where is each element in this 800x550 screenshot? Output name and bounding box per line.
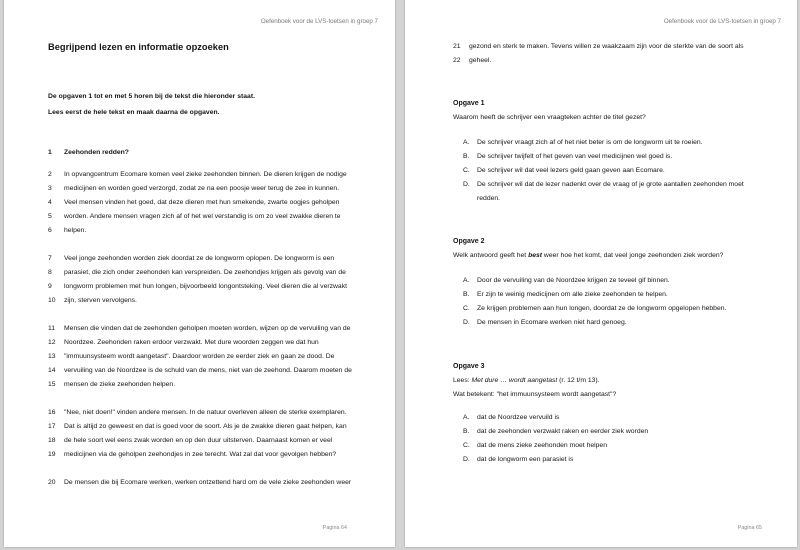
option-letter: B. bbox=[463, 428, 470, 435]
text-reference bbox=[453, 374, 648, 388]
option-letter: B. bbox=[463, 153, 470, 160]
line-text: medicijnen via de geholpen zeehondjes in zee terecht. Wat zal dat voor gevolgen hebben? bbox=[64, 451, 337, 458]
option-text: dat de Noordzee vervuild is bbox=[477, 414, 560, 421]
line-text: De mensen die bij Ecomare werken, werken ontzettend hard om de vele zieke zeehonden weer bbox=[64, 479, 352, 486]
answer-option-a bbox=[453, 411, 648, 425]
answer-option-c bbox=[453, 164, 744, 178]
option-text: De schrijver vraagt zich af of het niet beter is om de longworm uit te roeien. bbox=[477, 139, 703, 146]
option-letter: B. bbox=[463, 291, 470, 298]
option-text: De schrijver wil dat veel lezers geld gaan geven aan Ecomare. bbox=[477, 167, 665, 174]
answer-option-d bbox=[453, 453, 648, 467]
line-text: gezond en sterk te maken. Tevens willen ze waakzaam zijn voor de sterkte van de soort als bbox=[469, 43, 744, 50]
line-text: parasiet, die zich onder zeehonden kan verspreiden. De zeehondjes krijgen als gevolg van de bbox=[64, 269, 346, 276]
line-text: "immuunsysteem wordt aangetast". Daardoor worden ze eerder ziek en gaan ze dood. De bbox=[64, 353, 335, 360]
instruction-line: De opgaven 1 tot en met 5 horen bij de tekst die hieronder staat. bbox=[48, 93, 255, 100]
question-text: Wat betekent: "het immuunsysteem wordt aangetast"? bbox=[453, 391, 617, 398]
reference-part: (r. 12 t/m 13). bbox=[557, 377, 600, 384]
line-text: worden. Andere mensen vragen zich af of het wel verstandig is om zo veel zwakke dieren te bbox=[64, 213, 341, 220]
line-number: 19 bbox=[48, 451, 56, 458]
option-letter: C. bbox=[463, 442, 470, 449]
option-text: redden. bbox=[477, 195, 501, 202]
option-text: dat de longworm een parasiet is bbox=[477, 456, 574, 463]
line-number: 4 bbox=[48, 199, 52, 206]
option-text: Door de vervuiling van de Noordzee krijgen ze teveel gif binnen. bbox=[477, 277, 670, 284]
running-header: Oefenboek voor de LVS-toetsen in groep 7 bbox=[663, 18, 781, 25]
option-letter: A. bbox=[463, 277, 470, 284]
answer-option-b bbox=[453, 150, 744, 164]
line-text: geheel. bbox=[469, 57, 492, 64]
page-title: Begrijpend lezen en informatie opzoeken bbox=[48, 42, 229, 52]
answer-option-b bbox=[453, 288, 726, 302]
page-65 bbox=[405, 0, 797, 547]
line-number: 3 bbox=[48, 185, 52, 192]
line-text: helpen. bbox=[64, 227, 87, 234]
line-text: Mensen die vinden dat de zeehonden geholpen moeten worden, wijzen op de vervuiling van de bbox=[64, 325, 351, 332]
line-number: 7 bbox=[48, 255, 52, 262]
line-text: mensen de zieke zeehonden helpen. bbox=[64, 381, 176, 388]
line-number: 14 bbox=[48, 367, 56, 374]
question-emphasis: best bbox=[528, 252, 543, 259]
running-header: Oefenboek voor de LVS-toetsen in groep 7 bbox=[260, 18, 378, 25]
answer-option-a bbox=[453, 274, 726, 288]
option-letter: C. bbox=[463, 167, 470, 174]
question-text-part: weer hoe het komt, dat veel jonge zeehonden ziek worden? bbox=[542, 252, 724, 259]
line-number: 8 bbox=[48, 269, 52, 276]
line-number: 20 bbox=[48, 479, 56, 486]
line-number: 17 bbox=[48, 423, 56, 430]
option-letter: A. bbox=[463, 414, 470, 421]
line-number: 15 bbox=[48, 381, 56, 388]
line-text: Dat is altijd zo geweest en dat is goed voor de soort. Als je de zwakke dieren gaat helpen, kan bbox=[64, 423, 347, 430]
question-label: Opgave 1 bbox=[453, 100, 485, 107]
question-label: Opgave 2 bbox=[453, 238, 485, 245]
question-text: Waarom heeft de schrijver een vraagteken achter de titel gezet? bbox=[453, 114, 646, 121]
line-text: In opvangcentrum Ecomare komen veel zieke zeehonden binnen. De dieren krijgen de nodige bbox=[64, 171, 347, 178]
line-number: 12 bbox=[48, 339, 56, 346]
line-number: 13 bbox=[48, 353, 56, 360]
answer-option-b bbox=[453, 425, 648, 439]
line-text: vervuiling van de Noordzee is de schuld van de mens, niet van de zeehond. Daarom moeten de bbox=[64, 367, 352, 374]
answer-options bbox=[453, 136, 744, 206]
option-letter: D. bbox=[463, 456, 470, 463]
answer-option-d bbox=[453, 178, 744, 206]
line-number: 21 bbox=[453, 43, 461, 50]
line-text: Veel mensen vinden het goed, dat deze dieren met hun smekende, zwarte oogjes geholpen bbox=[64, 199, 340, 206]
option-text: dat de mens zieke zeehonden moet helpen bbox=[477, 442, 607, 449]
line-text: longworm problemen met hun longen, bijvoorbeeld longontsteking. Veel dieren die al verzwakt bbox=[64, 283, 347, 290]
reference-quote: Met dure … wordt aangetast bbox=[471, 377, 558, 384]
option-text: De mensen in Ecomare werken niet hard genoeg. bbox=[477, 319, 627, 326]
line-number: 9 bbox=[48, 283, 52, 290]
line-text: Veel jonge zeehonden worden ziek doordat ze de longworm oplopen. De longworm is een bbox=[64, 255, 335, 262]
question-label: Opgave 3 bbox=[453, 363, 485, 370]
line-number: 22 bbox=[453, 57, 461, 64]
option-letter: D. bbox=[463, 319, 470, 326]
option-text: Ze krijgen problemen aan hun longen, doordat ze de longworm opgelopen hebben. bbox=[477, 305, 727, 312]
line-text: "Nee, niet doen!" vinden andere mensen. In de natuur overleven alleen de sterke exemplaren. bbox=[64, 409, 347, 416]
line-number: 5 bbox=[48, 213, 52, 220]
page-64 bbox=[4, 0, 395, 547]
text-title: Zeehonden redden? bbox=[64, 149, 129, 156]
option-text: De schrijver wil dat de lezer nadenkt over de vraag of je grote aantallen zeehonden moet bbox=[477, 181, 744, 188]
line-number: 16 bbox=[48, 409, 56, 416]
line-text: Noordzee. Zeehonden raken erdoor verzwakt. Met dure woorden zeggen we dat hun bbox=[64, 339, 319, 346]
line-number: 1 bbox=[48, 149, 52, 156]
option-letter: C. bbox=[463, 305, 470, 312]
answer-options bbox=[453, 274, 726, 330]
question-2 bbox=[453, 235, 726, 330]
answer-option-c bbox=[453, 302, 726, 316]
page-number: Pagina 64 bbox=[322, 525, 347, 531]
line-number: 10 bbox=[48, 297, 56, 304]
answer-option-d bbox=[453, 316, 726, 330]
line-number: 18 bbox=[48, 437, 56, 444]
page-number: Pagina 65 bbox=[737, 525, 762, 531]
option-text: Er zijn te weinig medicijnen om alle zieke zeehonden te helpen. bbox=[477, 291, 668, 298]
question-3 bbox=[453, 360, 648, 467]
line-text: medicijnen en worden goed verzorgd, zodat ze na een poosje weer terug de zee in kunnen. bbox=[64, 185, 340, 192]
option-text: De schrijver twijfelt of het geven van veel medicijnen wel goed is. bbox=[477, 153, 673, 160]
line-number: 6 bbox=[48, 227, 52, 234]
line-text: de hele soort wel eens zwak worden en op den duur uitsterven. Daarnaast komen er veel bbox=[64, 437, 333, 444]
question-1 bbox=[453, 97, 744, 206]
answer-option-a bbox=[453, 136, 744, 150]
question-text-part: Welk antwoord geeft het bbox=[453, 252, 529, 259]
option-text: dat de zeehonden verzwakt raken en eerder ziek worden bbox=[477, 428, 649, 435]
reference-part: Lees: bbox=[453, 377, 472, 384]
line-text: zijn, sterven vervolgens. bbox=[64, 297, 137, 304]
line-number: 2 bbox=[48, 171, 52, 178]
question-text bbox=[453, 249, 726, 263]
line-number: 11 bbox=[48, 325, 56, 332]
answer-options bbox=[453, 411, 648, 467]
answer-option-c bbox=[453, 439, 648, 453]
option-letter: A. bbox=[463, 139, 470, 146]
option-letter: D. bbox=[463, 181, 470, 188]
instruction-line: Lees eerst de hele tekst en maak daarna de opgaven. bbox=[48, 109, 220, 116]
